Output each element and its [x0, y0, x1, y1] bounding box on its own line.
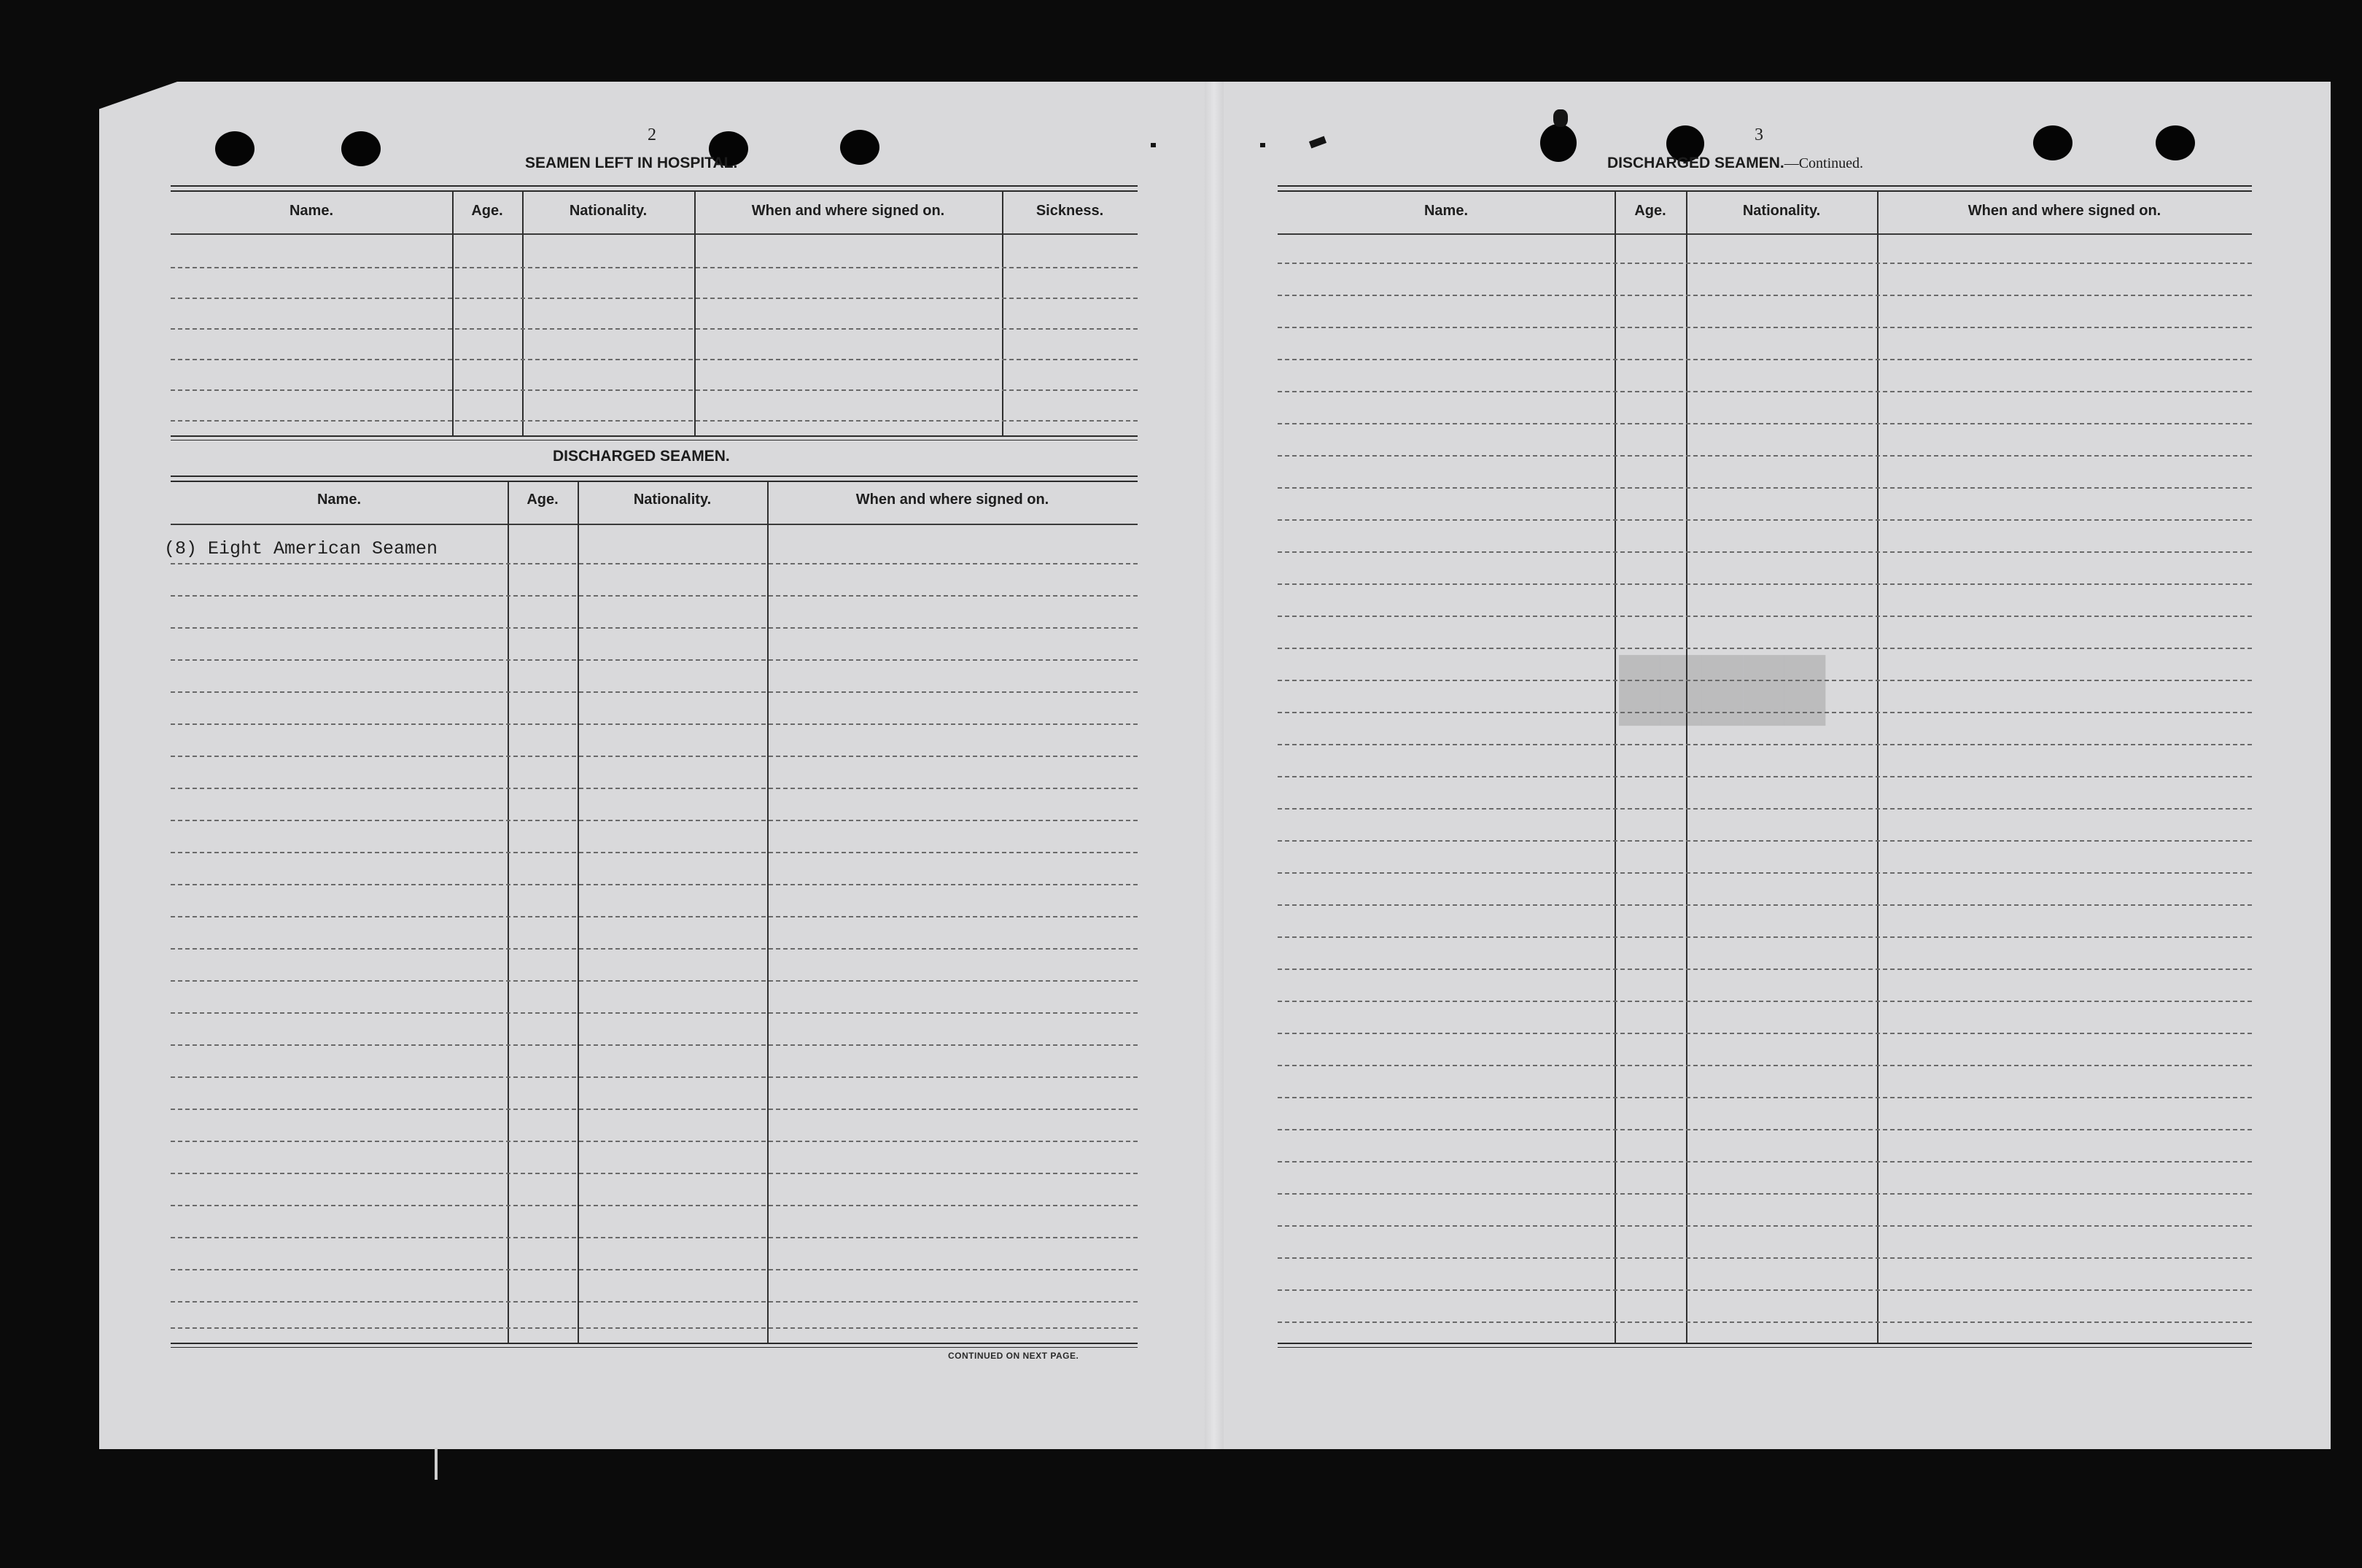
- col-header-age: Age.: [1634, 203, 1666, 219]
- page-number-right: 3: [1755, 125, 1763, 144]
- discharged-section-title: DISCHARGED SEAMEN.: [553, 448, 730, 465]
- col-header-name: Name.: [316, 492, 362, 508]
- discharged-table-right: [1278, 185, 2252, 1348]
- binder-hole: [2033, 125, 2072, 160]
- binder-hole: [840, 130, 879, 165]
- binder-hole: [341, 131, 381, 166]
- binder-hole: [2156, 125, 2195, 160]
- col-header-nationality: Nationality.: [569, 203, 648, 219]
- hospital-table: [171, 185, 1138, 440]
- col-header-age: Age.: [527, 492, 559, 508]
- binder-hole: [1540, 124, 1577, 162]
- ink-mark: [1151, 143, 1156, 147]
- col-header-nationality: Nationality.: [633, 492, 712, 508]
- discharged-continued-title: [1607, 155, 1863, 172]
- col-header-name: Name.: [1423, 203, 1469, 219]
- title-text: DISCHARGED SEAMEN.: [1607, 155, 1784, 171]
- col-header-signed-on: When and where signed on.: [855, 492, 1049, 508]
- binder-hole: [215, 131, 255, 166]
- hospital-section-title: SEAMEN LEFT IN HOSPITAL.: [525, 155, 738, 171]
- ink-mark: [1260, 143, 1265, 147]
- page-number-left: 2: [648, 125, 656, 144]
- discharged-entry-name: (8) Eight American Seamen: [164, 538, 438, 559]
- col-header-sickness: Sickness.: [1036, 203, 1104, 219]
- page-fold: [1205, 82, 1224, 1449]
- col-header-name: Name.: [289, 203, 334, 219]
- col-header-age: Age.: [471, 203, 503, 219]
- discharged-table-left: [171, 476, 1138, 1348]
- title-suffix: —Continued.: [1784, 155, 1864, 171]
- scan-artifact: [435, 1448, 438, 1480]
- continued-note: CONTINUED ON NEXT PAGE.: [948, 1351, 1079, 1361]
- col-header-nationality: Nationality.: [1742, 203, 1821, 219]
- col-header-signed-on: When and where signed on.: [1967, 203, 2161, 219]
- ink-mark: [1553, 109, 1568, 127]
- col-header-signed-on: When and where signed on.: [751, 203, 945, 219]
